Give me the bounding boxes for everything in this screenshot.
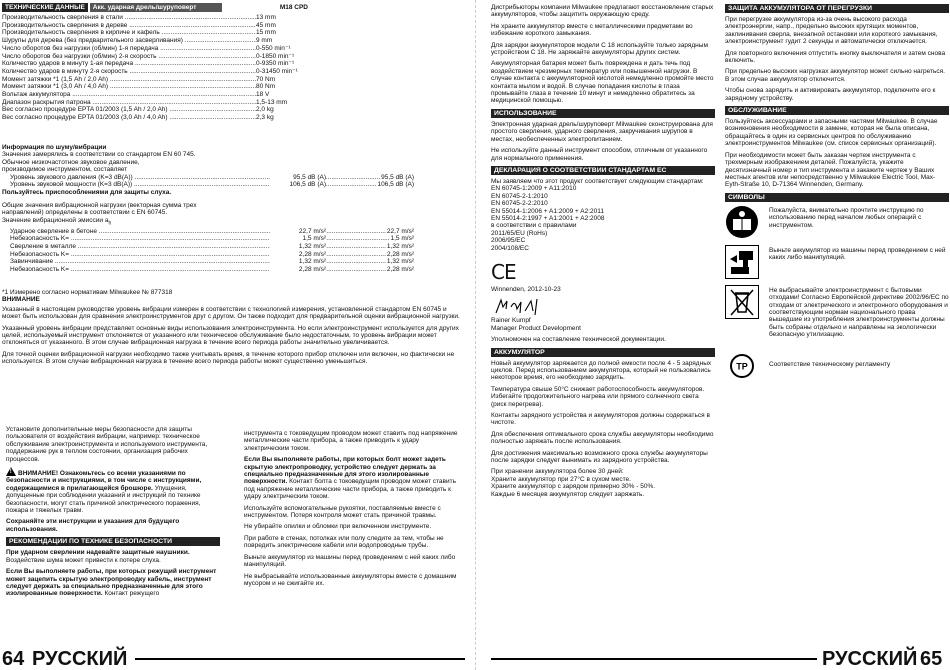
vib-line-2: направлений) определены в соответствии с EN 60745. (2, 209, 168, 217)
spec-value: 1,5-13 mm (256, 98, 288, 106)
spec-label: Производительность сверления в дереве ..... (2, 22, 256, 30)
spec-row (2, 114, 316, 122)
battery-storage-temp: Храните аккумулятор при 27°C в сухом месте. (491, 475, 631, 483)
noise-label: Уровень звукового давления (K=3 dB(A)) ..... (10, 174, 270, 182)
vibration-row (10, 258, 414, 266)
vibration-value-1: 2,28 m/s² (298, 250, 326, 258)
right-page (488, 0, 950, 670)
spec-header (2, 3, 468, 12)
right-page-number: 65 (920, 648, 943, 670)
left-col-1 (6, 426, 220, 602)
battery-paragraph-4: Для обеспечения оптимального срока службы аккумуляторы необходимо полностью заряжать после использования. (491, 430, 714, 446)
signer-note: Уполномочен на составление технической документации. (491, 336, 666, 344)
vibration-value-2-cell (326, 228, 414, 236)
spec-value: 13 mm (256, 14, 276, 21)
spec-row (2, 37, 316, 45)
left-col-2 (244, 430, 464, 591)
spec-label: Диапазон раскрытия патрона ..... (2, 99, 256, 107)
overload-paragraph-2: Для повторного включения отпустить кнопку выключателя и затем снова включить. (725, 49, 946, 65)
symbol-read-manual (725, 205, 949, 239)
overload-heading: ЗАЩИТА АККУМУЛЯТОРА ОТ ПЕРЕГРУЗКИ (725, 4, 949, 13)
left-page-number: 64 (2, 648, 25, 670)
col2-paragraph-5: При работе в стенах, потолках или полу следите за тем, чтобы не повредить электрические кабели или водопроводные трубы. (244, 534, 444, 550)
vibration-label: Небезопасность K= ..... (10, 266, 270, 274)
vibration-value-1: 1,32 m/s² (298, 258, 326, 266)
left-footer-rule (135, 658, 465, 660)
vibration-value-2-cell (326, 251, 414, 259)
spec-row (2, 22, 316, 30)
spec-value: 0-1850 min⁻¹ (256, 52, 295, 60)
battery-storage-intro: При хранении аккумулятора более 30 дней: (491, 468, 624, 476)
right-col-2 (725, 4, 949, 389)
noise-heading: Информация по шуму/вибрации (2, 144, 107, 151)
spec-value: 18 V (256, 91, 270, 99)
col2-paragraph-4: Не убирайте опилки и обломки при включенном инструменте. (244, 523, 432, 531)
spec-label: Шурупы для дерева (без предварительного засверливания) ..... (2, 37, 256, 45)
symbols-heading: СИМВОЛЫ (725, 193, 949, 202)
use-paragraph-2: Не используйте данный инструмент способом, отличным от указанного для нормального применения. (491, 147, 708, 162)
col2-paragraph-7: Не выбрасывайте использованные аккумуляторы вместе с домашним мусором и не сжигайте их. (244, 572, 457, 587)
vibration-value-2-cell (326, 235, 414, 243)
vibration-row (10, 266, 414, 274)
conformity-standard-line: EN 60745-1:2009 + A11:2010 (491, 185, 577, 193)
conformity-standards (491, 185, 715, 252)
recycling-paragraph: Дистрибьюторы компании Milwaukee предлагают восстановление старых аккумуляторов, чтобы защитить окружающую среду. (491, 4, 714, 19)
spec-row (2, 45, 316, 53)
vib-line-3-text: Значение вибрационной эмиссии a (2, 216, 109, 224)
service-paragraph-2: При необходимости может быть заказан чертеж инструмента с трехмерным изображением деталей. Пожалуйста, укажите десятизначный номер и тип инструмента и закажите чертеж у Ваших местных агентов или непосредственно у Milwaukee Electric Tool, Max-Eyth-Straße 10, D-71364 Winnenden, Germany. (725, 151, 936, 189)
spec-value: 70 Nm (256, 75, 276, 83)
col2-paragraph-6: Выньте аккумулятор из машины перед проведением с ней каких либо манипуляций. (244, 553, 456, 569)
conformity-standard-line: 2006/95/EC (491, 237, 526, 245)
warning-heading: ВНИМАНИЕ (2, 296, 40, 304)
vibration-value-2: ..... 22,7 m/s² (386, 227, 414, 235)
symbol-remove-battery-text: Выньте аккумулятор из машины перед проведением с ней каких либо манипуляций. (769, 246, 946, 262)
charger-paragraph: Для зарядки аккумуляторов модели C 18 используйте только зарядным устройством C 18. Не заряжайте аккумуляторы других систем. (491, 41, 708, 57)
symbol-weee (725, 285, 949, 343)
left-page (0, 0, 470, 670)
col2-p2-bold: Если Вы выполняете работы, при которых болт может задеть скрытую электропроводку, устройство следует держать за специально предназначенные для этого изолированные поверхности. (244, 456, 446, 486)
spec-section (2, 3, 468, 122)
storage-paragraph: Не храните аккумулятор вместе с металлическими предметами во избежание короткого замыкания. (491, 22, 693, 38)
noise-row (10, 174, 414, 182)
vibration-row (10, 243, 414, 251)
service-heading: ОБСЛУЖИВАНИЕ (725, 106, 949, 115)
vibration-label: Сверление в металле ..... (10, 243, 270, 251)
vibration-value-1: 2,28 m/s² (298, 266, 326, 274)
symbol-eac-text: Соответствие техническому регламенту (769, 360, 891, 368)
spec-label: Количество ударов в минуту 1-ая передача ..... (2, 60, 256, 68)
keep-instructions: Сохраняйте эти инструкции и указания для будущего использования. (6, 518, 180, 533)
vibration-value-2: ..... 1,32 m/s² (386, 258, 414, 266)
conformity-standard-line: 2011/65/EU (RoHs) (491, 229, 548, 237)
spec-value: 0-9350 min⁻¹ (256, 60, 295, 68)
spec-row (2, 68, 316, 76)
vibration-value-2: ..... 1,32 m/s² (386, 242, 414, 250)
battery-paragraph-1: Новый аккумулятор заряжается до полной емкости после 4 - 5 зарядных циклов. Перед использованием аккумулятора, который не пользовались некоторое время, его необходимо зарядить. (491, 359, 712, 382)
page-fold (475, 0, 476, 670)
spec-title: ТЕХНИЧЕСКИЕ ДАННЫЕ (2, 3, 88, 12)
general-warning-bold: ВНИМАНИЕ! Ознакомьтесь со всеми указаниями по безопасности и инструкциями, в том числе с инструкциями, содержащимися в прилагающейся брошюре. (6, 470, 202, 492)
right-footer (488, 648, 950, 670)
acid-paragraph: Аккумуляторная батарея может быть повреждена и дать течь под воздействием чрезмерных температур или повышенной нагрузки. В случае контакта с аккумуляторной кислотой немедленно промойте место контакта мылом и водой. В случае попадания кислоты в глаза промывайте глаза в течение 10 минут и немедленно обратитесь за медицинской помощью. (491, 60, 714, 105)
noise-value-2: ..... 106,5 dB (A) (377, 181, 414, 189)
noise-line-1: Значения замерялись в соответствии со стандартом EN 60 745. (2, 151, 196, 159)
spec-value: 0-31450 min⁻¹ (256, 67, 298, 75)
symbol-eac (725, 349, 949, 383)
footnote: *1 Измерено согласно нормативам Milwaukee № 877318 (2, 289, 173, 296)
spec-label: Момент затяжки *1 (1,5 Ah / 2,0 Ah) ..... (2, 76, 256, 84)
vibration-value-1: 22,7 m/s² (298, 227, 326, 235)
conformity-standard-line: 2004/108/EC (491, 244, 529, 252)
battery-storage-charge: Храните аккумулятор с зарядом примерно 30% - 50%. (491, 483, 656, 491)
spec-row (2, 91, 316, 99)
crossed-bin-icon (725, 285, 759, 319)
noise-value-2-cell (326, 181, 414, 189)
signature-icon (493, 297, 553, 317)
col2-p2-text: Контакт болта с токоведущим проводом может ставить под напряжение металлические части прибора, а также приводить к удару электрическим током. (244, 478, 456, 501)
vibration-value-1: 1,5 m/s² (302, 235, 326, 243)
general-warning (6, 467, 220, 514)
vibration-value-2-cell (326, 258, 414, 266)
left-footer (0, 648, 470, 670)
conformity-standard-line: EN 55014-1:2006 + A1:2009 + A2:2011 (491, 207, 605, 215)
spec-row (2, 83, 316, 91)
vibration-value-2: ..... 2,28 m/s² (386, 250, 414, 258)
right-footer-title: РУССКИЙ (822, 648, 918, 670)
vibration-value-2: ..... 2,28 m/s² (386, 266, 414, 274)
noise-value-1: 95,5 dB (A) (293, 173, 326, 181)
safety-p1-bold: При ударном сверлении надевайте защитные наушники. (6, 549, 190, 557)
warning-triangle-icon (6, 467, 16, 476)
safety-paragraph-1 (6, 549, 220, 564)
vibration-label: Небезопасность K= ..... (10, 235, 270, 243)
spec-value: 2,0 kg (256, 106, 274, 114)
vibration-value-2-cell (326, 266, 414, 274)
ce-mark (491, 260, 715, 282)
spec-row (2, 53, 316, 61)
spec-row (2, 29, 316, 37)
spec-label: Производительность сверления в кирпиче и кафель ..... (2, 29, 256, 37)
spec-table (2, 14, 316, 122)
vibration-section (2, 202, 462, 274)
warning-paragraph-3: Для точной оценки вибрационной нагрузки необходимо также учитывать время, в течение которого прибор отключен или включен, но фактически не используется. В этом случае вибрационная нагрузка в течение всего периода работы может существенно уменьшиться. (2, 350, 455, 366)
signer-name: Rainer Kumpf (491, 317, 531, 325)
overload-paragraph-4: Чтобы снова зарядить и активировать аккумулятор, подключите его к зарядному устройству. (725, 87, 936, 102)
overload-paragraph-3: При предельно высоких нагрузках аккумулятор может сильно нагреться. В этом случае аккумулятор отключится. (725, 68, 945, 83)
vibration-table (2, 228, 414, 274)
vibration-measures: Установите дополнительные меры безопасности для защиты пользователя от воздействия вибрации, например: техническое обслуживание электроинструмента и используемого инструмента, поддержание рук в теплом состоянии, организация рабочих процессов. (6, 426, 208, 463)
eac-mark-icon (725, 349, 759, 383)
right-footer-rule (491, 658, 817, 660)
col2-paragraph-3: Используйте вспомогательные рукоятки, поставляемые вместе с инструментом. Потеря контроля может стать причиной травмы. (244, 504, 441, 520)
vibration-label: Завинчивание ..... (10, 258, 270, 266)
ear-protection-note: Пользуйтесь приспособлениями для защиты слуха. (2, 189, 172, 197)
battery-paragraph-3: Контакты зарядного устройства и аккумуляторов должны содержаться в чистоте. (491, 412, 710, 427)
battery-paragraph-5: Для достижения максимально возможного срока службы аккумуляторы после зарядки следует вынимать из зарядного устройства. (491, 449, 708, 465)
col2-paragraph-2 (244, 456, 464, 500)
symbol-remove-battery (725, 245, 949, 279)
place-date: Winnenden, 2012-10-23 (491, 285, 561, 293)
noise-line-2: Обычное низкочастотное звуковое давление, (2, 158, 140, 166)
conformity-standard-line: EN 60745-2-1:2010 (491, 192, 548, 200)
spec-label: Вольтаж аккумулятора ..... (2, 91, 256, 99)
noise-line-3: производимое инструментом, составляет (2, 166, 128, 174)
noise-value-1: 106,5 dB (A) (289, 181, 326, 189)
general-warning-text: Упущения, допущенные при соблюдении указаний и инструкций по технике безопасности, могут стать причиной электрического поражения, пожара и тяжелых травм. (6, 484, 201, 515)
conformity-heading: ДЕКЛАРАЦИЯ О СООТВЕТСТВИИ СТАНДАРТАМ ЕС (491, 166, 715, 175)
conformity-standard-line: EN 60745-2-2:2010 (491, 200, 548, 208)
spec-label: Вес согласно процедуре EPTA 01/2003 (3,0 Ah / 4,0 Ah) ..... (2, 114, 256, 122)
symbol-read-manual-text: Пожалуйста, внимательно прочтите инструкцию по использованию перед началом любых операций с инструментом. (769, 206, 924, 229)
use-heading: ИСПОЛЬЗОВАНИЕ (491, 109, 715, 118)
warning-paragraph-2: Указанный уровень вибрации представляет основные виды использования электроинструмента. Но если электроинструмент используется для других целей, используемый инструмент отклоняется от указанного или техническое обслуживание было недостаточным, то уровень вибрации может отклоняться от указанного. В этом случае вибрационная нагрузка в течение всего периода работы значительно увеличивается. (2, 324, 459, 347)
spec-value: 0-550 min⁻¹ (256, 44, 291, 52)
overload-paragraph-1: При перегрузке аккумулятора из-за очень высокого расхода электроэнергии, напр., предельно высоких крутящих моментов, заклинивания сверла, внезапной остановки или короткого замыкания, электроинструмент гудит 2 секунды и автоматически отключается. (725, 16, 938, 46)
warning-section (2, 289, 466, 370)
conformity-standard-line: EN 55014-2:1997 + A1:2001 + A2:2008 (491, 214, 605, 222)
spec-label: Производительность сверления в стали ..... (2, 14, 256, 22)
symbol-weee-text: Не выбрасывайте электроинструмент с бытовыми отходами! Согласно Европейской директиве 2002/96/EC по отходам от электрического и электронного оборудования и соответствующим нормам национального права вышедшие из употребления электроинструменты должны быть собраны отдельно и направлены на экологически безопасную утилизацию. (769, 286, 949, 339)
spec-row (2, 60, 316, 68)
noise-section (2, 144, 462, 196)
safety-paragraph-2 (6, 568, 220, 598)
vibration-value-2: ..... 1,5 m/s² (390, 235, 414, 243)
conformity-intro: Мы заявляем что этот продукт соответствует следующим стандартам: (491, 177, 704, 185)
vibration-row (10, 235, 414, 243)
service-paragraph-1: Пользуйтесь аксессуарами и запасными частями Milwaukee. В случае возникновения необходимости в замене, которая не была описана, обращайтесь в один из сервисных центров по обслуживанию электроинструментов Milwaukee (см. список сервисных организаций). (725, 118, 938, 148)
spec-model: M18 CPD (279, 4, 308, 11)
read-manual-icon (725, 205, 759, 239)
eac-mark-text: ТР (736, 361, 748, 372)
battery-storage-interval: Каждые 6 месяцев аккумулятор следует заряжать. (491, 490, 645, 498)
noise-table (2, 174, 414, 189)
spec-value: 80 Nm (256, 83, 276, 91)
spec-label: Момент затяжки *1 (3,0 Ah / 4,0 Ah) ..... (2, 83, 256, 91)
vibration-row (10, 228, 414, 236)
spec-value: 15 mm (256, 29, 276, 37)
warning-paragraph-1: Указанный в настоящем руководстве уровень вибрации измерен в соответствии с технологией измерения, установленной стандартом EN 60745 и может быть использован для сравнения электроинструментов друг с другом. Он также подходит для предварительной оценки вибрационной нагрузки. (2, 305, 460, 321)
spec-subtitle: Акк. ударная дрель/шуруповерт (90, 3, 222, 12)
vibration-label: Ударное сверление в бетоне ..... (10, 228, 270, 236)
spec-row (2, 76, 316, 84)
noise-label: Уровень звуковой мощности (K=3 dB(A)) ..... (10, 181, 270, 189)
col2-paragraph-1: инструмента с токоведущим проводом может ставить под напряжение металлические части прибора, а также приводить к удару электрическим током. (244, 430, 458, 452)
vib-line-3-sub: h (108, 220, 112, 227)
battery-paragraph-2: Температура свыше 50°C снижает работоспособность аккумуляторов. Избегайте продолжительного нагрева или прямого солнечного света (риск перегрева). (491, 385, 705, 408)
remove-battery-icon (725, 245, 759, 279)
spec-row (2, 14, 316, 22)
noise-value-2-cell (326, 174, 414, 182)
spec-row (2, 106, 316, 114)
conformity-standard-line: в соответствии с правилами (491, 222, 577, 230)
signer-title: Manager Product Development (491, 324, 581, 332)
spec-value: 9 mm (256, 37, 273, 45)
vibration-value-2-cell (326, 243, 414, 251)
use-paragraph-1: Электронная ударная дрель/шуруповерт Milwaukee сконструирована для простого сверления, ударного сверления, закручивания шурупов в местах, необеспеченных электропитанием. (491, 120, 713, 143)
vibration-row (10, 251, 414, 259)
vibration-label: Небезопасность K= ..... (10, 251, 270, 259)
spec-label: Число оборотов без нагрузки (об/мин) 2-я скорость ..... (2, 53, 256, 61)
spec-label: Количество ударов в минуту 2-я скорость ..... (2, 68, 256, 76)
safety-p2-text: Контакт режущего (104, 590, 160, 598)
spec-value: 45 mm (256, 21, 276, 29)
spec-value: 2,3 kg (256, 114, 274, 122)
vibration-value-1: 1,32 m/s² (298, 242, 326, 250)
safety-heading: РЕКОМЕНДАЦИИ ПО ТЕХНИКЕ БЕЗОПАСНОСТИ (6, 537, 220, 546)
spec-label: Число оборотов без нагрузки (об/мин) 1-я передача ..... (2, 45, 256, 53)
right-col-1 (491, 4, 715, 498)
safety-p2-bold: Если Вы выполняете работы, при которых режущий инструмент может зацепить скрытую электропроводку кабель, инструмент следует держать за специально предназначенные для этого изолированные поверхности. (6, 568, 217, 598)
ce-mark-text: CE (491, 259, 516, 284)
safety-p1-text: Воздействие шума может привести к потере слуха. (6, 556, 161, 564)
spec-label: Вес согласно процедуре EPTA 01/2003 (1,5 Ah / 2,0 Ah) ..... (2, 106, 256, 114)
vib-line-3 (2, 217, 462, 228)
battery-heading: АККУМУЛЯТОР (491, 348, 715, 357)
spec-row (2, 99, 316, 107)
vib-line-1: Общие значения вибрационной нагрузки (векторная сумма трех (2, 202, 197, 209)
noise-row (10, 181, 414, 189)
noise-value-2: ..... 95,5 dB (A) (381, 173, 414, 181)
left-footer-title: РУССКИЙ (32, 648, 128, 670)
